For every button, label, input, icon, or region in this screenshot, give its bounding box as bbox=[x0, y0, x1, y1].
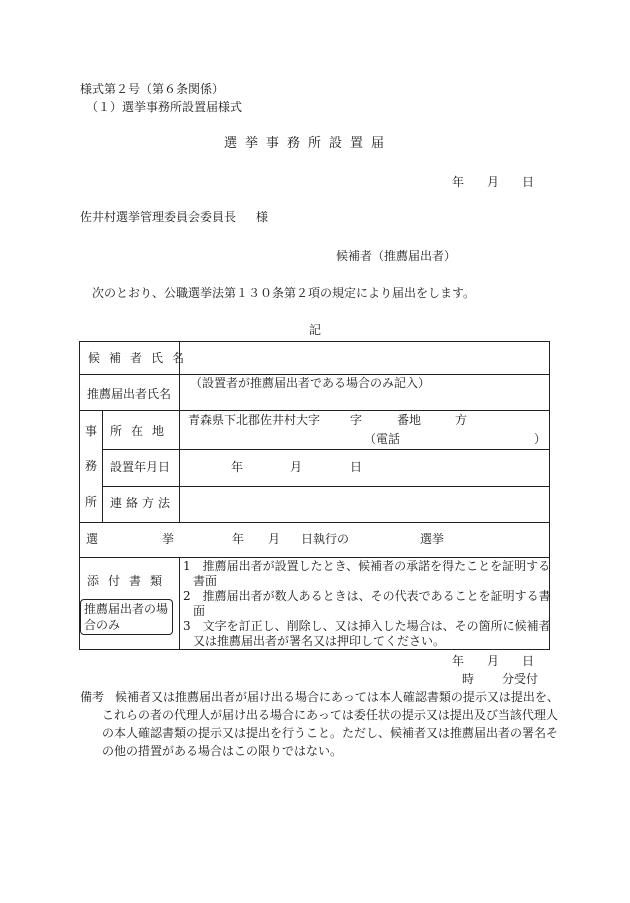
remarks-line: これらの者の代理人が届け出る場合にあっては委任状の提示又は提出及び当該代理人 bbox=[102, 708, 558, 722]
setup-date-label: 設置年月日 bbox=[110, 460, 171, 474]
attach-note-line-1: 推薦届出者の場 bbox=[84, 602, 169, 616]
election-label-1: 選 bbox=[86, 532, 99, 546]
banchi-label: 番地 bbox=[397, 413, 422, 427]
ki-label: 記 bbox=[309, 323, 322, 337]
receipt-month: 月 bbox=[487, 654, 500, 668]
page-title: 選挙事務所設置届 bbox=[224, 136, 393, 151]
attach-item-line: 1 推薦届出者が設置したとき、候補者の承諾を得たことを証明する bbox=[183, 559, 551, 573]
office-label-1: 事 bbox=[85, 424, 98, 438]
candidate-name-label: 候補者氏名 bbox=[88, 351, 194, 365]
office-label-2: 務 bbox=[85, 459, 98, 473]
phone-close: ） bbox=[534, 432, 547, 446]
nominator-name-field[interactable] bbox=[181, 391, 547, 409]
candidate-name-field[interactable] bbox=[181, 343, 547, 373]
receipt-minute: 分受付 bbox=[502, 672, 539, 686]
attach-item-line: 2 推薦届出者が数人あるときは、その代表であることを証明する書 bbox=[183, 589, 551, 603]
intro-text: 次のとおり、公職選挙法第１３０条第２項の規定により届出をします。 bbox=[92, 286, 476, 300]
setup-month: 月 bbox=[290, 460, 303, 474]
form-number: 様式第２号（第６条関係） bbox=[80, 82, 225, 96]
setup-day: 日 bbox=[350, 460, 363, 474]
remarks-line: 候補者又は推薦届出者が届け出る場合にあっては本人確認書類の提示又は提出を、 bbox=[115, 690, 559, 704]
location-label: 所在地 bbox=[110, 424, 174, 438]
election-day-text: 日執行の bbox=[301, 532, 350, 546]
nominator-note: （設置者が推薦届出者である場合のみ記入） bbox=[190, 376, 431, 390]
attach-item-line: 書面 bbox=[193, 574, 218, 588]
receipt-hour: 時 bbox=[462, 672, 475, 686]
contact-field[interactable] bbox=[181, 488, 547, 520]
addressee: 佐井村選挙管理委員会委員長 bbox=[80, 210, 237, 224]
date-month-label: 月 bbox=[487, 175, 500, 189]
receipt-year: 年 bbox=[452, 654, 465, 668]
attach-item-line: 又は推薦届出者が署名又は押印してください。 bbox=[193, 634, 446, 648]
attach-label: 添付書類 bbox=[87, 574, 172, 588]
remarks-label: 備考 bbox=[80, 690, 105, 704]
remarks-line: の他の措置がある場合はこの限りではない。 bbox=[102, 744, 343, 758]
receipt-day: 日 bbox=[522, 654, 535, 668]
election-month: 月 bbox=[268, 532, 281, 546]
date-year-label: 年 bbox=[452, 175, 465, 189]
election-year: 年 bbox=[232, 532, 245, 546]
date-day-label: 日 bbox=[522, 175, 535, 189]
kata-label: 方 bbox=[455, 413, 468, 427]
election-suffix: 選挙 bbox=[420, 532, 445, 546]
remarks-line: の本人確認書類の提示又は提出を行うこと。ただし、候補者又は推薦届出者の署名そ bbox=[102, 726, 559, 740]
nominator-name-label: 推薦届出者氏名 bbox=[87, 387, 172, 401]
candidate-label: 候補者（推薦届出者） bbox=[336, 249, 457, 263]
office-label-3: 所 bbox=[85, 495, 98, 509]
aza-label: 字 bbox=[350, 413, 363, 427]
attach-item-line: 面 bbox=[193, 604, 206, 618]
contact-label: 連絡方法 bbox=[110, 496, 175, 510]
setup-year: 年 bbox=[231, 460, 244, 474]
phone-open: （電話 bbox=[364, 432, 401, 446]
attach-note-line-2: 合のみ bbox=[84, 618, 121, 632]
addressee-suffix: 様 bbox=[256, 210, 269, 224]
form-subtitle: （１）選挙事務所設置届様式 bbox=[86, 100, 243, 114]
attach-item-line: 3 文字を訂正し、削除し、又は挿入した場合は、その箇所に候補者 bbox=[183, 619, 551, 633]
location-value: 青森県下北郡佐井村大字 bbox=[188, 413, 321, 427]
election-label-2: 挙 bbox=[162, 532, 175, 546]
